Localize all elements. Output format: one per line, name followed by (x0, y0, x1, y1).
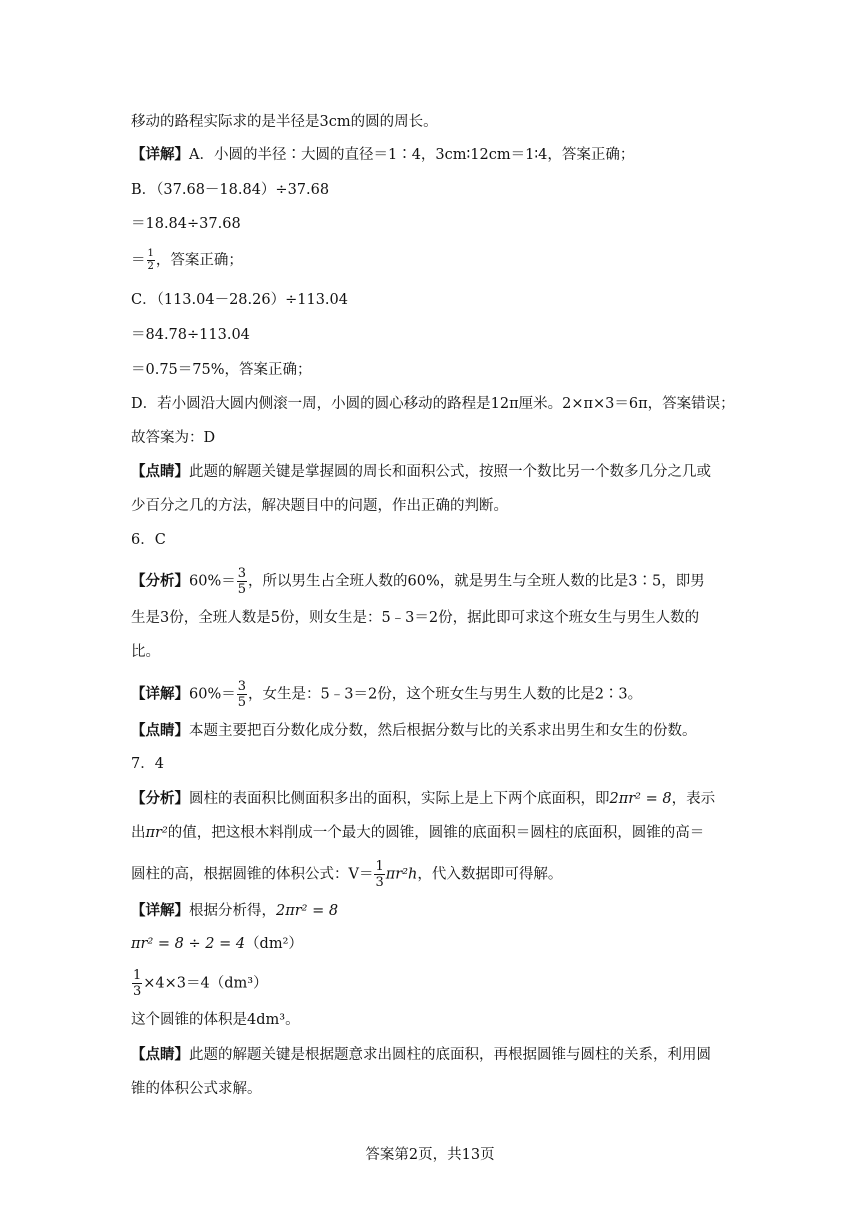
text-span: 此题的解题关键是掌握圆的周长和面积公式，按照一个数比另一个数多几分之几或 (189, 464, 711, 480)
fraction (132, 969, 142, 998)
text-line (131, 860, 562, 889)
analysis-paragraph (131, 567, 705, 596)
section-tag: 【点睛】 (131, 463, 189, 480)
text-line: 锥的体积公式求解。 (131, 1081, 262, 1097)
text-span: （dm²） (245, 936, 303, 952)
text-span: 圆柱的表面积比侧面积多出的面积，实际上是上下两个底面积，即 (189, 791, 610, 807)
text-line: C．（113.04－28.26）÷113.04 (131, 292, 348, 308)
section-tag: 【点睛】 (131, 722, 189, 739)
page-footer: 答案第2页，共13页 (365, 1147, 495, 1163)
text-span: 60%＝ (189, 686, 236, 703)
text-span: 的值，把这根木料削成一个最大的圆锥，圆锥的底面积＝圆柱的底面积，圆锥的高＝ (167, 825, 705, 841)
formula: πr²h (385, 866, 418, 883)
text-span: 根据分析得， (189, 903, 276, 919)
text-span: A．小圆的半径∶大圆的直径＝1∶4，3cm∶12cm＝1∶4，答案正确； (189, 147, 635, 163)
denominator: 2 (147, 261, 154, 272)
text-span: ＝ (131, 252, 146, 269)
fraction (147, 249, 155, 272)
denominator: 3 (133, 984, 142, 999)
text-line (131, 934, 303, 954)
text-line: ＝84.78÷113.04 (131, 327, 250, 343)
fraction (374, 860, 384, 889)
formula: 2πr² = 8 (609, 791, 672, 807)
numerator: 3 (237, 679, 247, 694)
section-tag: 【点睛】 (131, 1046, 189, 1063)
denominator: 3 (375, 875, 384, 890)
text-line: 移动的路程实际求的是半径是3cm的圆的周长。 (131, 114, 438, 130)
fraction-line (131, 969, 268, 998)
comment-paragraph (131, 1045, 711, 1065)
text-line: 这个圆锥的体积是4dm³。 (131, 1012, 300, 1028)
question-number: 7．4 (131, 756, 164, 772)
question-number: 6．C (131, 532, 166, 548)
denominator: 5 (237, 582, 247, 597)
text-span: 此题的解题关键是根据题意求出圆柱的底面积，再根据圆锥与圆柱的关系，利用圆 (189, 1047, 711, 1063)
fraction (237, 567, 247, 596)
numerator: 1 (375, 859, 384, 874)
section-tag: 【详解】 (131, 146, 189, 163)
text-line: ＝18.84÷37.68 (131, 216, 241, 232)
analysis-paragraph (131, 789, 715, 809)
text-line: 比。 (131, 644, 160, 660)
text-span: 本题主要把百分数化成分数，然后根据分数与比的关系求出男生和女生的份数。 (189, 723, 697, 739)
text-span: ，女生是：5﹣3＝2份，这个班女生与男生人数的比是2∶3。 (248, 686, 643, 703)
text-span: ，答案正确； (155, 252, 243, 269)
numerator: 1 (133, 968, 142, 983)
denominator: 5 (237, 695, 247, 710)
detail-paragraph (131, 901, 338, 921)
text-line: B．（37.68－18.84）÷37.68 (131, 182, 330, 198)
section-tag: 【详解】 (131, 685, 189, 703)
formula: 2πr² = 8 (276, 903, 339, 919)
text-span: ×4×3＝4（dm³） (143, 975, 268, 992)
section-tag: 【分析】 (131, 572, 189, 590)
detail-paragraph (131, 680, 642, 709)
detail-paragraph (131, 145, 634, 165)
numerator: 3 (237, 566, 247, 581)
fraction-line (131, 249, 243, 272)
text-span: 60%＝ (189, 573, 236, 590)
formula: πr² = 8 ÷ 2 = 4 (131, 936, 246, 952)
text-line (131, 823, 704, 843)
text-span: 圆柱的高，根据圆锥的体积公式：V＝ (131, 866, 374, 883)
text-span: ，代入数据即可得解。 (417, 866, 563, 883)
numerator: 1 (147, 248, 154, 259)
section-tag: 【分析】 (131, 790, 189, 807)
formula: πr² (145, 825, 168, 841)
text-span: ，表示 (671, 791, 716, 807)
text-line: 少百分之几的方法，解决题目中的问题，作出正确的判断。 (131, 498, 508, 514)
text-span: 出 (131, 825, 146, 841)
comment-paragraph (131, 721, 697, 741)
text-line: 故答案为：D (131, 430, 216, 446)
section-tag: 【详解】 (131, 902, 189, 919)
comment-paragraph (131, 462, 711, 482)
fraction (237, 680, 247, 709)
text-line: D．若小圆沿大圆内侧滚一周，小圆的圆心移动的路程是12π厘米。2×π×3＝6π，答案错误； (131, 396, 735, 412)
text-line: ＝0.75＝75%，答案正确； (131, 362, 312, 378)
text-line: 生是3份，全班人数是5份，则女生是：5﹣3＝2份，据此即可求这个班女生与男生人数的 (131, 610, 700, 626)
text-span: ，所以男生占全班人数的60%，就是男生与全班人数的比是3∶5，即男 (248, 573, 705, 590)
